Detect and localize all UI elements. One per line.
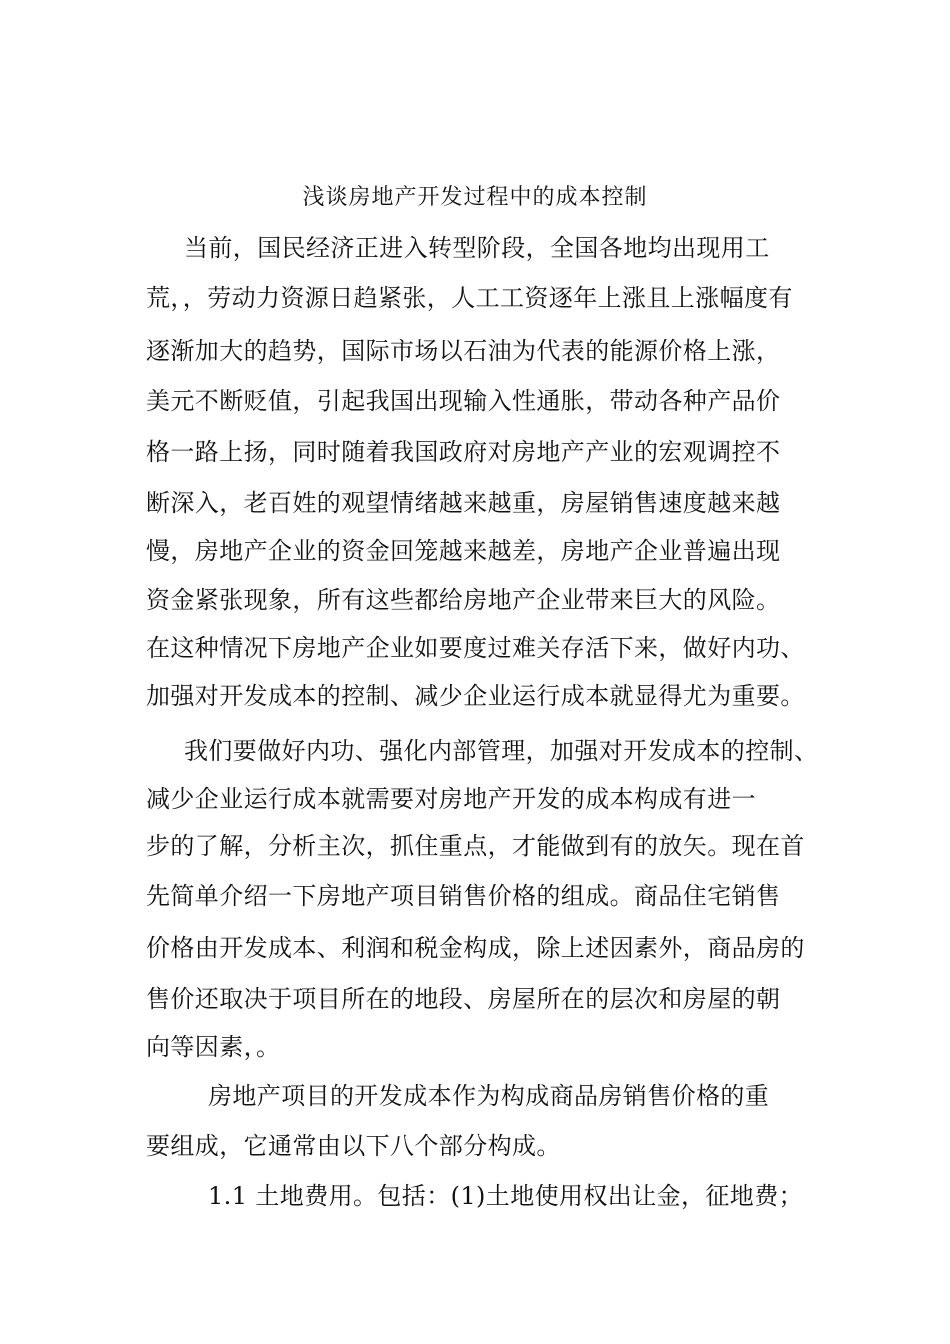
paragraph-line: 先简单介绍一下房地产项目销售价格的组成。商品住宅销售 [146,882,781,910]
document-title: 浅谈房地产开发过程中的成本控制 [302,185,648,210]
paragraph-line: 向等因素，。 [146,1033,281,1061]
paragraph-line: 要组成，它通常由以下八个部分构成。 [146,1132,561,1160]
paragraph-line: 步的了解，分析主次，抓住重点，才能做到有的放矢。现在首 [146,832,805,860]
paragraph-line: 逐渐加大的趋势，国际市场以石油为代表的能源价格上涨， [146,337,781,365]
paragraph-line: 房地产项目的开发成本作为构成商品房销售价格的重 [208,1082,770,1110]
paragraph-line: 资金紧张现象，所有这些都给房地产企业带来巨大的风险。 [146,586,781,614]
paragraph-line: 价格由开发成本、利润和税金构成，除上述因素外，商品房的 [146,934,805,962]
paragraph-line: 慢，房地产企业的资金回笼越来越差，房地产企业普遍出现 [146,537,781,565]
paragraph-line: 售价还取决于项目所在的地段、房屋所在的层次和房屋的朝 [146,985,781,1013]
paragraph-line: 在这种情况下房地产企业如要度过难关存活下来，做好内功、 [146,634,805,662]
paragraph-line: 格一路上扬，同时随着我国政府对房地产产业的宏观调控不 [146,438,781,466]
paragraph-line: 我们要做好内功、强化内部管理，加强对开发成本的控制、 [184,737,819,765]
paragraph-line: 当前，国民经济正进入转型阶段，全国各地均出现用工 [184,234,770,262]
paragraph-line: 美元不断贬值，引起我国出现输入性通胀，带动各种产品价 [146,387,781,415]
paragraph-line: 加强对开发成本的控制、减少企业运行成本就显得尤为重要。 [146,682,805,710]
paragraph-line: 减少企业运行成本就需要对房地产开发的成本构成有进一 [146,785,756,813]
paragraph-line: 1.1 土地费用。包括：(1)土地使用权出让金，征地费； [208,1182,803,1210]
paragraph-line: 荒，，劳动力资源日趋紧张，人工工资逐年上涨且上涨幅度有 [146,284,793,312]
paragraph-line: 断深入，老百姓的观望情绪越来越重，房屋销售速度越来越 [146,489,781,517]
